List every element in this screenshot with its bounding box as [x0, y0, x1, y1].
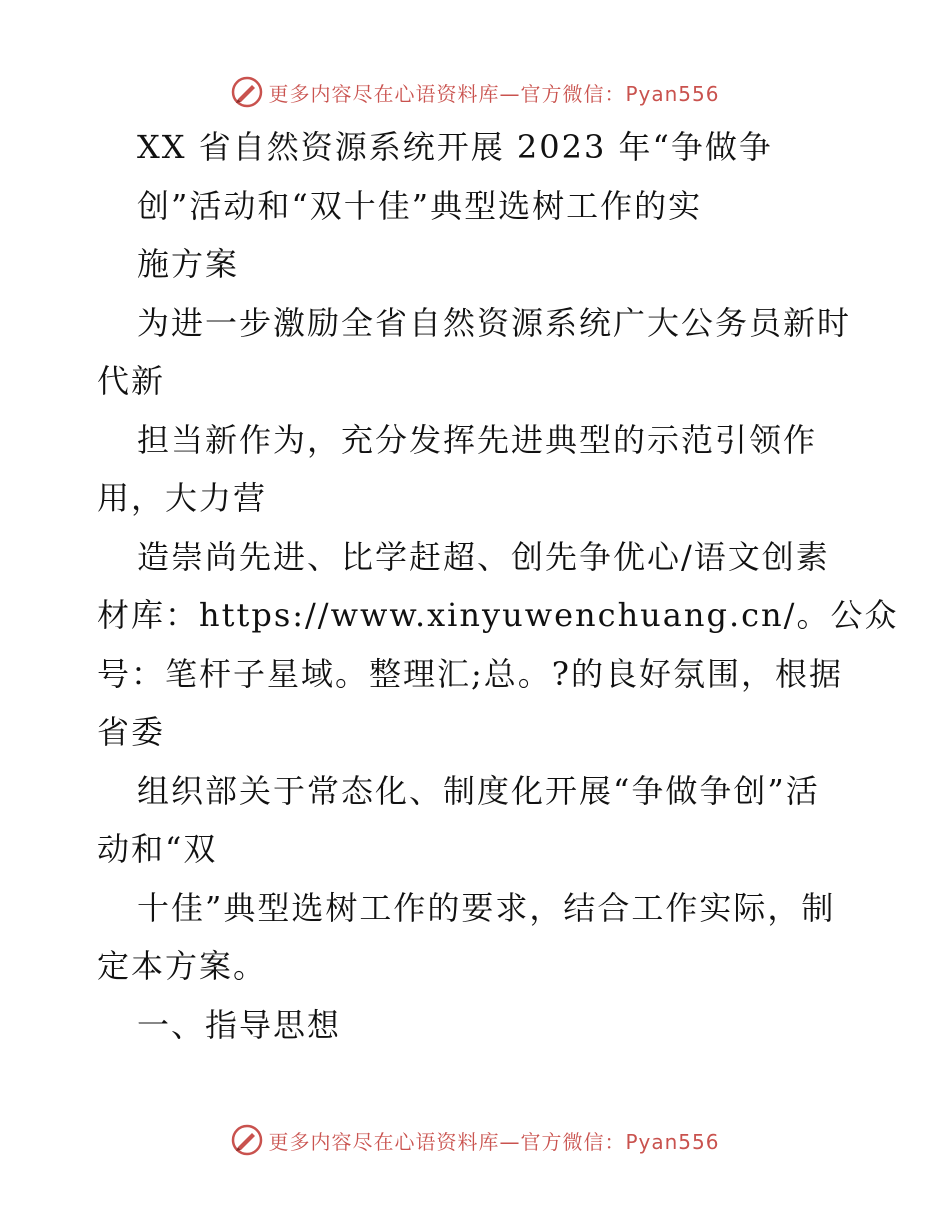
header-banner — [0, 72, 950, 112]
text-line: XX 省自然资源系统开展 2023 年“争做争 — [137, 128, 773, 166]
text-line: 代新 — [97, 362, 166, 400]
text-line: 创”活动和“双十佳”典型选树工作的实 — [137, 186, 703, 225]
banner-text: 更多内容尽在心语资料库—官方微信：Pyan556 — [268, 1129, 720, 1154]
text-line: 施方案 — [137, 245, 240, 283]
text-line: 为进一步激励全省自然资源系统广大公务员新时 — [137, 303, 852, 342]
text-line: 号：笔杆子星域。整理汇;总。?的良好氛围，根据 — [97, 654, 843, 693]
text-line: 十佳”典型选树工作的要求，结合工作实际，制 — [137, 888, 836, 927]
text-line: 动和“双 — [97, 830, 218, 868]
text-line: 省委 — [97, 713, 166, 751]
text-line: 一、指导思想 — [137, 1005, 342, 1044]
document-body — [97, 118, 899, 1054]
footer-banner — [0, 1120, 950, 1160]
text-line: 用，大力营 — [97, 479, 268, 517]
pen-logo-icon — [230, 75, 264, 109]
text-line: 造崇尚先进、比学赶超、创先争优心/语文创素 — [137, 537, 830, 576]
pen-logo-icon — [230, 1123, 264, 1157]
text-line: 组织部关于常态化、制度化开展“争做争创”活 — [137, 771, 820, 810]
text-line: 担当新作为，充分发挥先进典型的示范引领作 — [137, 420, 818, 459]
text-line: 定本方案。 — [97, 947, 268, 985]
banner-text: 更多内容尽在心语资料库—官方微信：Pyan556 — [268, 81, 720, 106]
text-line: 材库：https://www.xinyuwenchuang.cn/。公众 — [97, 596, 899, 634]
